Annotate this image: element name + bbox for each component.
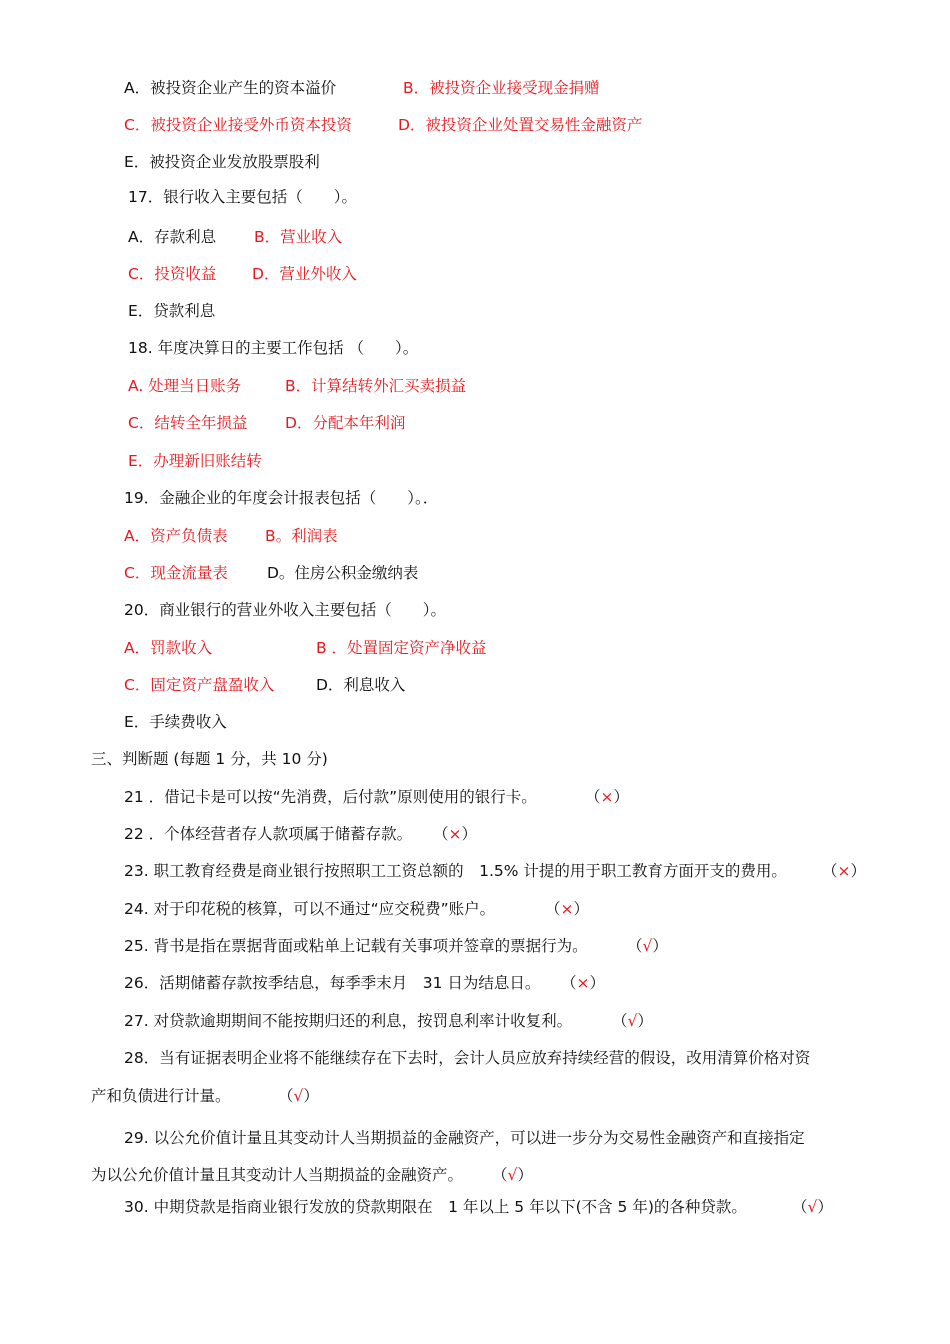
tf-q21-answer: （×） — [585, 788, 630, 806]
tf-q30-answer: （√） — [792, 1198, 833, 1216]
tf-q28-text-line2: 产和负债进行计量。 — [91, 1087, 231, 1105]
q20-option-c: C．固定资产盘盈收入 — [124, 676, 275, 694]
section-heading: 三、判断题 (每题 1 分，共 10 分) — [91, 750, 328, 768]
q18-option-c: C．结转全年损益 — [128, 414, 248, 432]
q17-stem: 17．银行收入主要包括（ ）。 — [128, 188, 357, 206]
q17-option-e: E．贷款利息 — [128, 302, 216, 320]
q16-option-c: C．被投资企业接受外币资本投资 — [124, 116, 352, 134]
q16-option-a: A．被投资企业产生的资本溢价 — [124, 79, 337, 97]
tf-q28-text-line1: 28．当有证据表明企业将不能继续存在下去时，会计人员应放弃持续经营的假设，改用清算价格对资 — [124, 1049, 811, 1067]
q18-stem: 18. 年度决算日的主要工作包括 （ ）。 — [128, 339, 419, 357]
tf-q21-mark: × — [600, 788, 614, 806]
q18-option-d: D．分配本年利润 — [285, 414, 406, 432]
tf-q24-answer: （×） — [545, 900, 590, 918]
q20-option-d: D．利息收入 — [316, 676, 406, 694]
q16-option-b: B．被投资企业接受现金捐赠 — [403, 79, 600, 97]
q16-option-d: D．被投资企业处置交易性金融资产 — [398, 116, 643, 134]
tf-q22-mark: × — [448, 825, 462, 843]
q19-option-a: A．资产负债表 — [124, 527, 228, 545]
tf-q22-text: 22 ．个体经营者存人款项属于储蓄存款。 — [124, 825, 413, 843]
q19-option-c: C．现金流量表 — [124, 564, 228, 582]
tf-q24-text: 24. 对于印花税的核算，可以不通过“应交税费”账户。 — [124, 900, 496, 918]
q20-option-a: A．罚款收入 — [124, 639, 213, 657]
q19-option-b: B。利润表 — [265, 527, 338, 545]
tf-q29-answer: （√） — [492, 1166, 533, 1184]
tf-q30-text: 30. 中期贷款是指商业银行发放的贷款期限在 1 年以上 5 年以下(不含 5 年)的各种贷款。 — [124, 1198, 747, 1216]
tf-q26-mark: × — [576, 974, 590, 992]
tf-q29-mark: √ — [507, 1166, 518, 1184]
tf-q27-text: 27. 对贷款逾期期间不能按期归还的利息，按罚息利率计收复利。 — [124, 1012, 573, 1030]
q18-option-b: B．计算结转外汇买卖损益 — [285, 377, 467, 395]
q20-option-b: B ．处置固定资产净收益 — [316, 639, 487, 657]
tf-q23-mark: × — [837, 862, 851, 880]
tf-q27-answer: （√） — [612, 1012, 653, 1030]
q19-stem: 19．金融企业的年度会计报表包括（ ）。． — [124, 489, 439, 507]
tf-q26-text: 26．活期储蓄存款按季结息，每季季末月 31 日为结息日。 — [124, 974, 541, 992]
tf-q27-mark: √ — [627, 1012, 638, 1030]
tf-q24-mark: × — [560, 900, 574, 918]
tf-q25-answer: （√） — [627, 937, 668, 955]
tf-q25-mark: √ — [642, 937, 653, 955]
q17-option-a: A．存款利息 — [128, 228, 217, 246]
q20-option-e: E．手续费收入 — [124, 713, 227, 731]
q18-option-a: A. 处理当日账务 — [128, 377, 242, 395]
q20-stem: 20．商业银行的营业外收入主要包括（ ）。 — [124, 601, 446, 619]
tf-q29-text-line1: 29. 以公允价值计量且其变动计人当期损益的金融资产，可以进一步分为交易性金融资产和直接指定 — [124, 1129, 805, 1147]
tf-q21-text: 21 ．借记卡是可以按“先消费，后付款”原则使用的银行卡。 — [124, 788, 537, 806]
tf-q28-answer: （√） — [278, 1087, 319, 1105]
tf-q23-answer: （×） — [822, 862, 867, 880]
tf-q25-text: 25. 背书是指在票据背面或粘单上记载有关事项并签章的票据行为。 — [124, 937, 588, 955]
tf-q29-text-line2: 为以公允价值计量且其变动计人当期损益的金融资产。 — [91, 1166, 464, 1184]
q19-option-d: D。住房公积金缴纳表 — [267, 564, 419, 582]
q16-option-e: E．被投资企业发放股票股利 — [124, 153, 320, 171]
tf-q22-answer: （×） — [433, 825, 478, 843]
q18-option-e: E．办理新旧账结转 — [128, 452, 262, 470]
tf-q30-mark: √ — [807, 1198, 818, 1216]
q17-option-c: C．投资收益 — [128, 265, 217, 283]
tf-q26-answer: （×） — [561, 974, 606, 992]
tf-q28-mark: √ — [293, 1087, 304, 1105]
q17-option-b: B．营业收入 — [254, 228, 343, 246]
tf-q23-text: 23. 职工教育经费是商业银行按照职工工资总额的 1.5% 计提的用于职工教育方面开支的费用。 — [124, 862, 787, 880]
q17-option-d: D．营业外收入 — [252, 265, 357, 283]
